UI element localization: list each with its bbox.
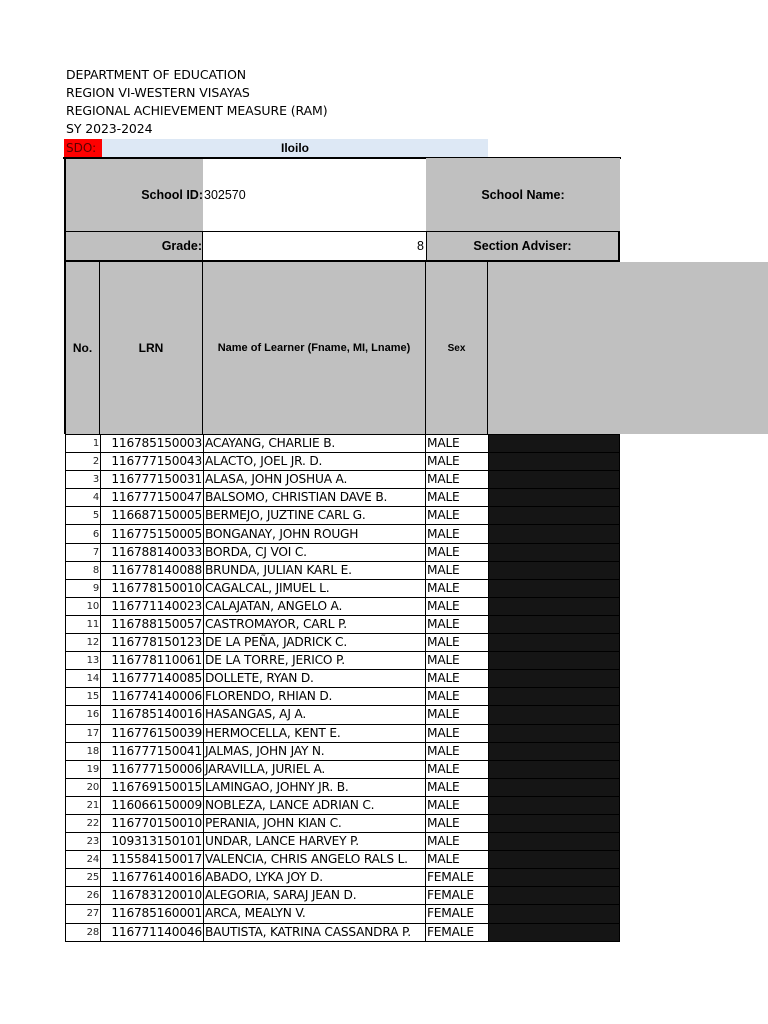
table-row: [66, 634, 620, 652]
table-row: [66, 561, 620, 579]
row-number: 17: [66, 724, 101, 742]
row-lrn: 116783120010: [101, 887, 204, 905]
row-number: 28: [66, 923, 101, 941]
row-sex: MALE: [426, 778, 489, 796]
row-sex: MALE: [426, 796, 489, 814]
row-number: 6: [66, 525, 101, 543]
col-header-lrn: LRN: [100, 262, 203, 434]
row-lrn: 116777150031: [101, 471, 204, 489]
row-sex: MALE: [426, 507, 489, 525]
row-number: 13: [66, 652, 101, 670]
row-learner-name: ALASA, JOHN JOSHUA A.: [204, 471, 426, 489]
row-number: 24: [66, 851, 101, 869]
row-lrn: 116777150041: [101, 742, 204, 760]
row-blank-cell: [489, 525, 620, 543]
table-row: [66, 814, 620, 832]
row-number: 26: [66, 887, 101, 905]
table-row: [66, 507, 620, 525]
school-id-label: School ID:: [141, 188, 203, 202]
row-lrn: 115584150017: [101, 851, 204, 869]
row-blank-cell: [489, 670, 620, 688]
table-row: [66, 796, 620, 814]
row-number: 19: [66, 760, 101, 778]
row-number: 11: [66, 615, 101, 633]
row-number: 16: [66, 706, 101, 724]
row-number: 14: [66, 670, 101, 688]
row-learner-name: FLORENDO, RHIAN D.: [204, 688, 426, 706]
row-blank-cell: [489, 869, 620, 887]
row-number: 3: [66, 471, 101, 489]
table-row: [66, 887, 620, 905]
row-learner-name: BALSOMO, CHRISTIAN DAVE B.: [204, 489, 426, 507]
table-row: [66, 435, 620, 453]
header-school-year: SY 2023-2024: [66, 121, 153, 136]
row-sex: MALE: [426, 543, 489, 561]
row-sex: MALE: [426, 706, 489, 724]
row-learner-name: JALMAS, JOHN JAY N.: [204, 742, 426, 760]
row-blank-cell: [489, 796, 620, 814]
row-sex: MALE: [426, 489, 489, 507]
row-learner-name: BORDA, CJ VOI C.: [204, 543, 426, 561]
row-lrn: 116788150057: [101, 615, 204, 633]
header-measure: REGIONAL ACHIEVEMENT MEASURE (RAM): [66, 103, 328, 118]
col-header-no: No.: [64, 262, 100, 434]
row-learner-name: CASTROMAYOR, CARL P.: [204, 615, 426, 633]
row-lrn: 116788140033: [101, 543, 204, 561]
row-learner-name: ACAYANG, CHARLIE B.: [204, 435, 426, 453]
row-learner-name: HASANGAS, AJ A.: [204, 706, 426, 724]
school-id-label-cell: [64, 158, 203, 231]
row-blank-cell: [489, 435, 620, 453]
row-learner-name: HERMOCELLA, KENT E.: [204, 724, 426, 742]
table-row: [66, 742, 620, 760]
row-sex: MALE: [426, 597, 489, 615]
table-row: [66, 833, 620, 851]
row-number: 1: [66, 435, 101, 453]
table-row: [66, 489, 620, 507]
row-lrn: 116777140085: [101, 670, 204, 688]
row-blank-cell: [489, 923, 620, 941]
col-header-blank-area: [488, 262, 768, 434]
row-lrn: 116778150010: [101, 579, 204, 597]
table-row: [66, 851, 620, 869]
row-learner-name: VALENCIA, CHRIS ANGELO RALS L.: [204, 851, 426, 869]
row-learner-name: DOLLETE, RYAN D.: [204, 670, 426, 688]
table-row: [66, 670, 620, 688]
row-blank-cell: [489, 706, 620, 724]
row-sex: MALE: [426, 670, 489, 688]
row-learner-name: BAUTISTA, KATRINA CASSANDRA P.: [204, 923, 426, 941]
col-header-name: Name of Learner (Fname, MI, Lname): [203, 262, 426, 434]
row-learner-name: UNDAR, LANCE HARVEY P.: [204, 833, 426, 851]
grade-label-cell: [64, 231, 203, 262]
row-blank-cell: [489, 814, 620, 832]
table-row: [66, 688, 620, 706]
school-name-label-cell: [426, 158, 620, 231]
row-lrn: 116776140016: [101, 869, 204, 887]
row-learner-name: CALAJATAN, ANGELO A.: [204, 597, 426, 615]
row-learner-name: DE LA PEÑA, JADRICK C.: [204, 634, 426, 652]
row-lrn: 116778140088: [101, 561, 204, 579]
row-learner-name: ALACTO, JOEL JR. D.: [204, 453, 426, 471]
row-lrn: 116785160001: [101, 905, 204, 923]
row-sex: MALE: [426, 652, 489, 670]
school-id-value: 302570: [204, 187, 246, 202]
row-blank-cell: [489, 742, 620, 760]
row-number: 20: [66, 778, 101, 796]
row-lrn: 116778150123: [101, 634, 204, 652]
row-blank-cell: [489, 471, 620, 489]
row-sex: MALE: [426, 688, 489, 706]
row-number: 4: [66, 489, 101, 507]
row-blank-cell: [489, 579, 620, 597]
row-sex: MALE: [426, 634, 489, 652]
row-learner-name: ALEGORIA, SARAJ JEAN D.: [204, 887, 426, 905]
row-learner-name: CAGALCAL, JIMUEL L.: [204, 579, 426, 597]
row-lrn: 116775150005: [101, 525, 204, 543]
row-lrn: 116770150010: [101, 814, 204, 832]
row-blank-cell: [489, 634, 620, 652]
row-blank-cell: [489, 688, 620, 706]
table-row: [66, 905, 620, 923]
row-learner-name: DE LA TORRE, JERICO P.: [204, 652, 426, 670]
row-number: 5: [66, 507, 101, 525]
row-number: 7: [66, 543, 101, 561]
row-number: 23: [66, 833, 101, 851]
row-number: 2: [66, 453, 101, 471]
row-learner-name: LAMINGAO, JOHNY JR. B.: [204, 778, 426, 796]
row-number: 8: [66, 561, 101, 579]
row-lrn: 116785150003: [101, 435, 204, 453]
row-blank-cell: [489, 851, 620, 869]
row-lrn: 116777150047: [101, 489, 204, 507]
row-sex: MALE: [426, 814, 489, 832]
row-blank-cell: [489, 543, 620, 561]
sdo-value: Iloilo: [102, 139, 488, 157]
header-department: DEPARTMENT OF EDUCATION: [66, 67, 247, 82]
row-lrn: 116777150006: [101, 760, 204, 778]
table-row: [66, 869, 620, 887]
row-lrn: 116771140023: [101, 597, 204, 615]
row-number: 12: [66, 634, 101, 652]
row-number: 25: [66, 869, 101, 887]
row-sex: FEMALE: [426, 905, 489, 923]
grade-value-cell: [203, 231, 426, 262]
table-row: [66, 778, 620, 796]
row-lrn: 116066150009: [101, 796, 204, 814]
row-sex: MALE: [426, 579, 489, 597]
row-number: 9: [66, 579, 101, 597]
row-learner-name: JARAVILLA, JURIEL A.: [204, 760, 426, 778]
row-blank-cell: [489, 453, 620, 471]
row-lrn: 109313150101: [101, 833, 204, 851]
row-sex: MALE: [426, 471, 489, 489]
header-region: REGION VI-WESTERN VISAYAS: [66, 85, 250, 100]
col-header-sex: Sex: [426, 262, 488, 434]
adviser-label-cell: [426, 231, 620, 262]
row-blank-cell: [489, 507, 620, 525]
table-row: [66, 760, 620, 778]
sdo-label: SDO:: [64, 139, 102, 157]
table-row: [66, 706, 620, 724]
row-blank-cell: [489, 833, 620, 851]
row-blank-cell: [489, 652, 620, 670]
row-learner-name: BONGANAY, JOHN ROUGH: [204, 525, 426, 543]
table-row: [66, 724, 620, 742]
row-lrn: 116777150043: [101, 453, 204, 471]
row-lrn: 116774140006: [101, 688, 204, 706]
learners-table: [65, 434, 620, 942]
adviser-label: Section Adviser:: [473, 239, 572, 253]
row-blank-cell: [489, 724, 620, 742]
row-number: 15: [66, 688, 101, 706]
row-sex: MALE: [426, 435, 489, 453]
row-number: 10: [66, 597, 101, 615]
table-row: [66, 453, 620, 471]
row-blank-cell: [489, 778, 620, 796]
grade-label: Grade:: [161, 239, 202, 253]
table-row: [66, 615, 620, 633]
row-blank-cell: [489, 561, 620, 579]
row-sex: MALE: [426, 833, 489, 851]
row-learner-name: BERMEJO, JUZTINE CARL G.: [204, 507, 426, 525]
row-learner-name: BRUNDA, JULIAN KARL E.: [204, 561, 426, 579]
row-sex: MALE: [426, 851, 489, 869]
table-row: [66, 923, 620, 941]
row-blank-cell: [489, 887, 620, 905]
row-lrn: 116776150039: [101, 724, 204, 742]
row-learner-name: ABADO, LYKA JOY D.: [204, 869, 426, 887]
row-blank-cell: [489, 597, 620, 615]
row-sex: FEMALE: [426, 923, 489, 941]
row-lrn: 116785140016: [101, 706, 204, 724]
table-row: [66, 471, 620, 489]
table-row: [66, 543, 620, 561]
row-learner-name: PERANIA, JOHN KIAN C.: [204, 814, 426, 832]
table-row: [66, 597, 620, 615]
row-learner-name: ARCA, MEALYN V.: [204, 905, 426, 923]
row-number: 22: [66, 814, 101, 832]
row-lrn: 116778110061: [101, 652, 204, 670]
row-sex: FEMALE: [426, 887, 489, 905]
row-learner-name: NOBLEZA, LANCE ADRIAN C.: [204, 796, 426, 814]
table-row: [66, 525, 620, 543]
row-sex: MALE: [426, 724, 489, 742]
row-sex: MALE: [426, 742, 489, 760]
row-blank-cell: [489, 489, 620, 507]
row-number: 21: [66, 796, 101, 814]
table-row: [66, 652, 620, 670]
grade-value: 8: [417, 239, 424, 253]
row-number: 27: [66, 905, 101, 923]
row-sex: FEMALE: [426, 869, 489, 887]
school-id-value-cell: [203, 158, 426, 231]
row-number: 18: [66, 742, 101, 760]
row-blank-cell: [489, 905, 620, 923]
row-lrn: 116769150015: [101, 778, 204, 796]
row-sex: MALE: [426, 615, 489, 633]
row-sex: MALE: [426, 561, 489, 579]
school-name-label: School Name:: [481, 187, 565, 202]
row-blank-cell: [489, 760, 620, 778]
row-sex: MALE: [426, 453, 489, 471]
row-blank-cell: [489, 615, 620, 633]
table-row: [66, 579, 620, 597]
row-lrn: 116771140046: [101, 923, 204, 941]
row-lrn: 116687150005: [101, 507, 204, 525]
row-sex: MALE: [426, 760, 489, 778]
row-sex: MALE: [426, 525, 489, 543]
